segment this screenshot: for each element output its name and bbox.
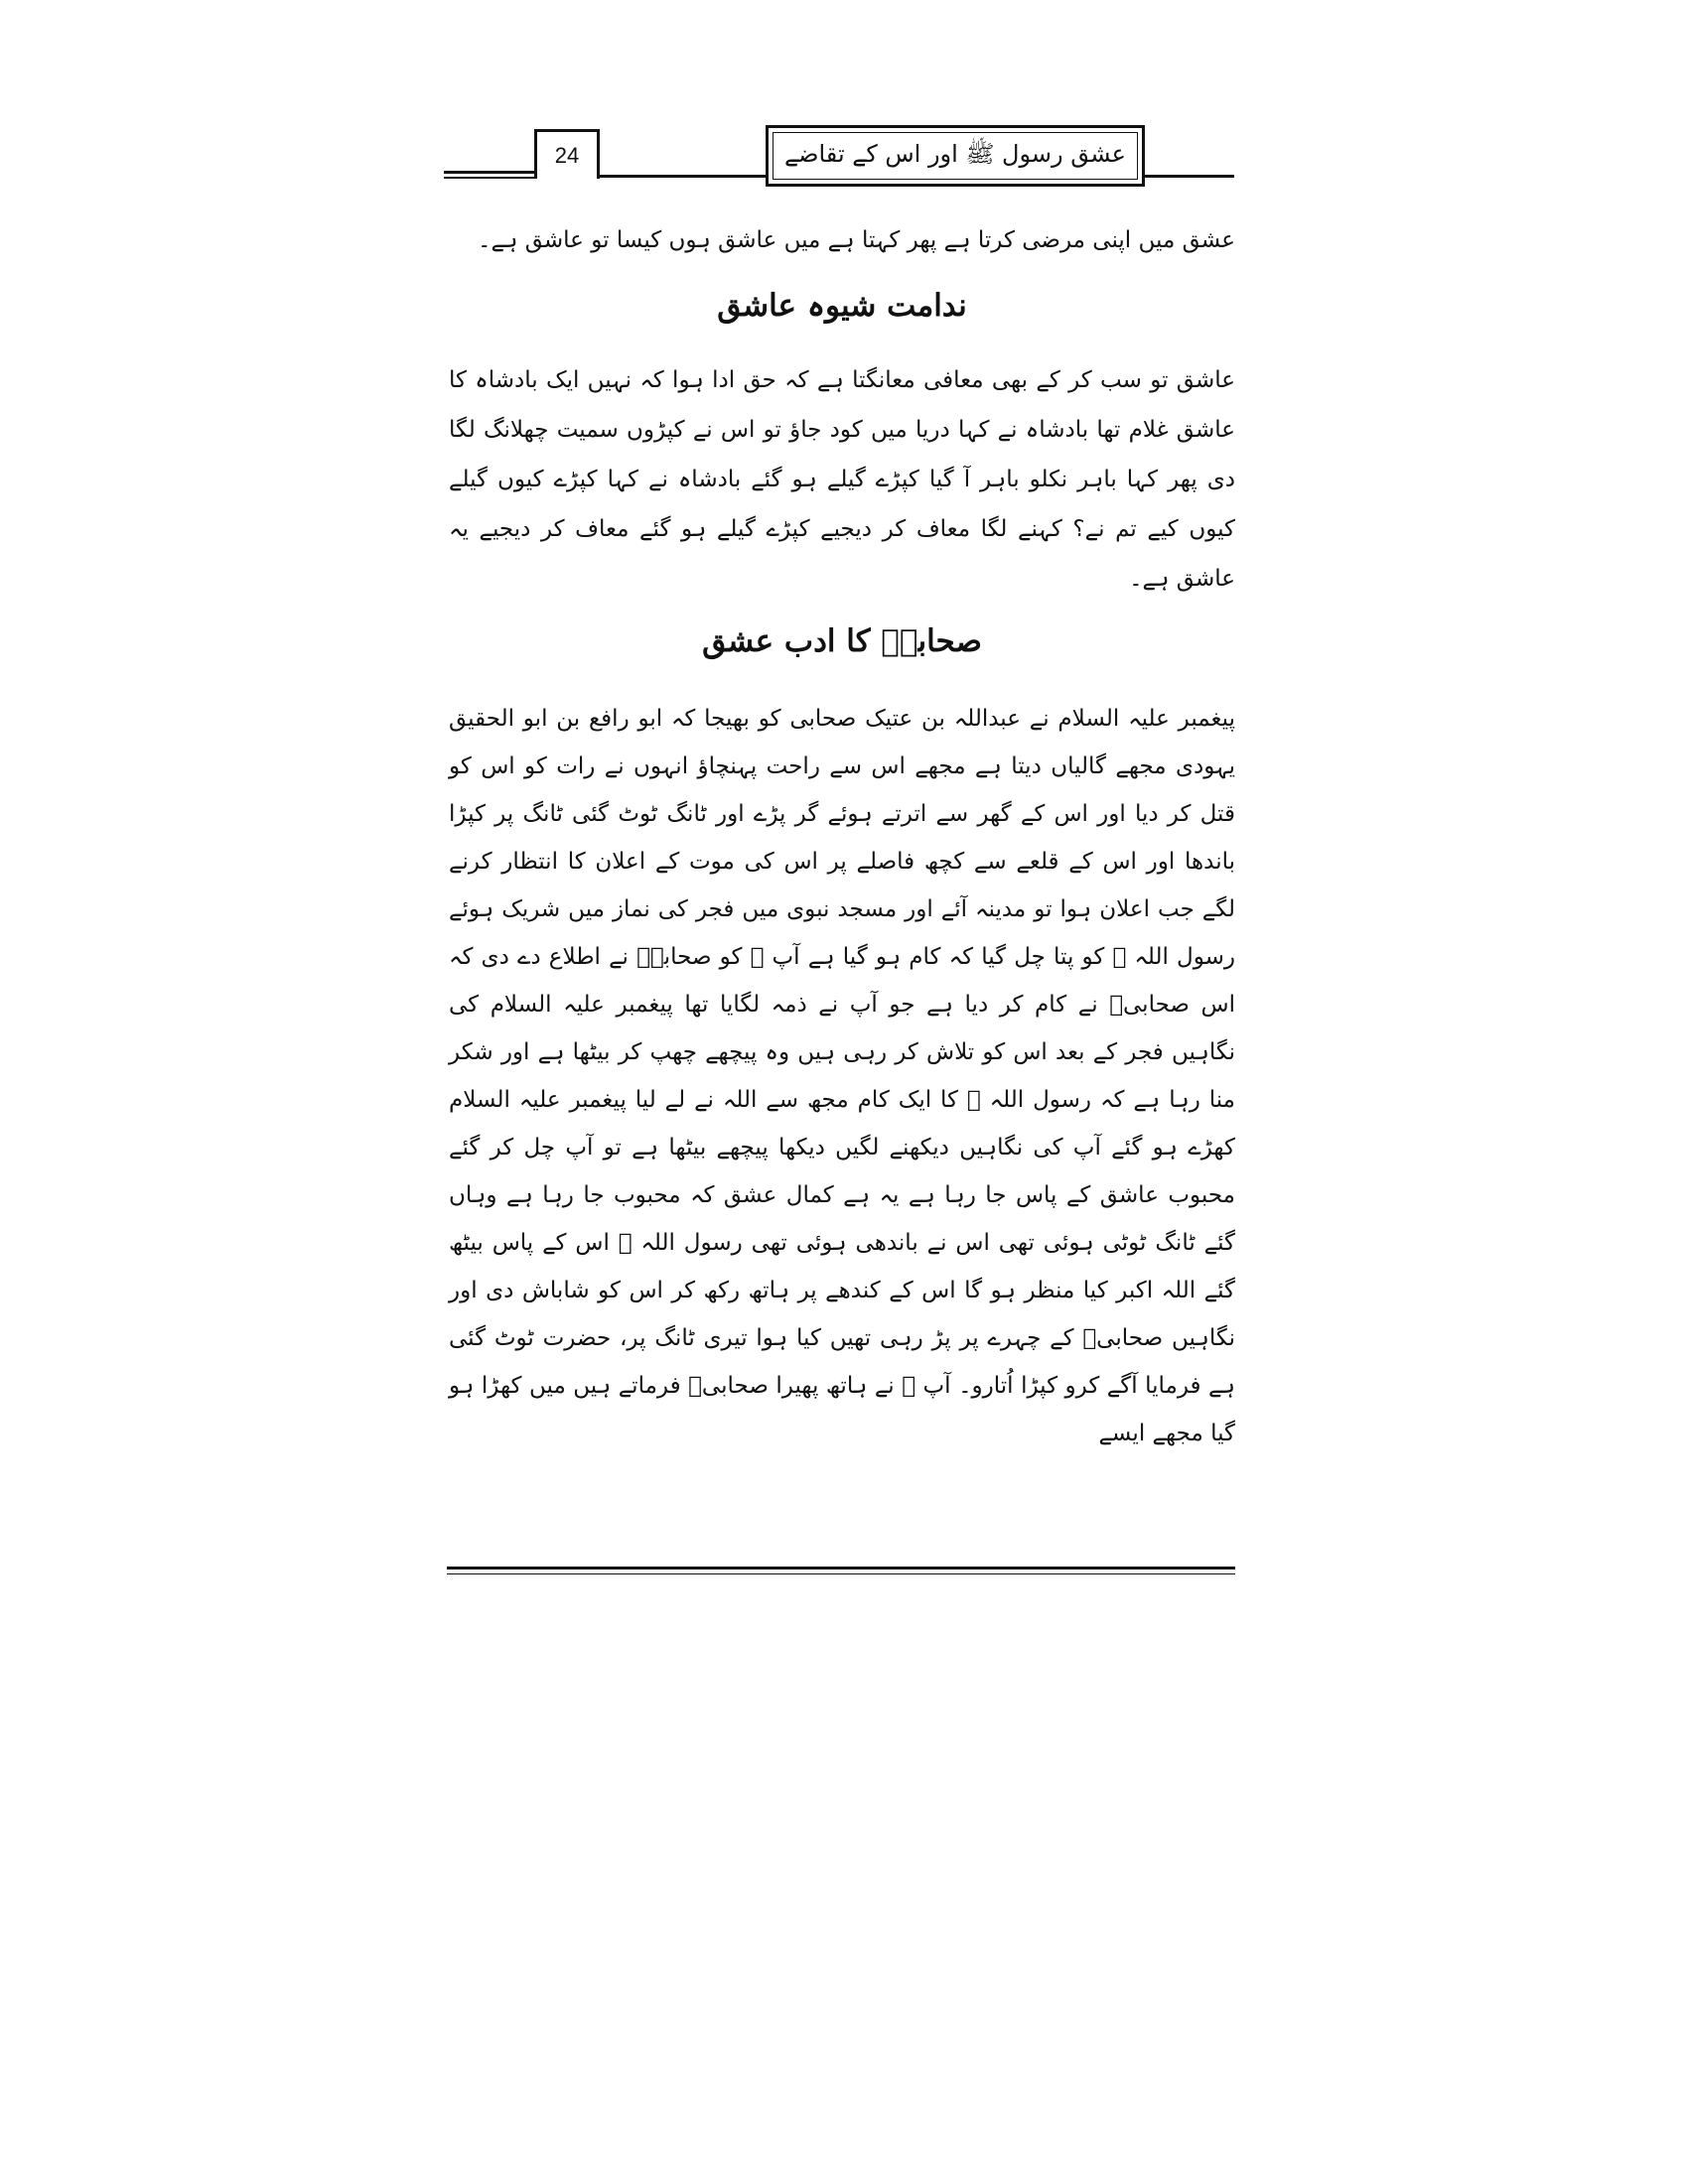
section-heading-1: ندامت شیوہ عاشق [717,288,967,324]
section-heading-2: صحابیؓ کا ادب عشق [702,623,982,659]
paragraph-1: عاشق تو سب کر کے بھی معافی معانگتا ہے کہ حق ادا ہوا کہ نہیں ایک بادشاہ کا عاشق غلام تھا بادشاہ نے کہا دریا میں کود جاؤ تو اس نے کپڑوں سمیت چھلانگ لگا دی پھر کہا باہر نکلو باہر آ گیا کپڑے گیلے ہو گئے بادشاہ نے کہا کپڑے کیوں گیلے کیوں کیے تم نے؟ کہنے لگا معاف کر دیجیے کپڑے گیلے ہو گئے معاف کر دیجیے یہ عاشق ہے۔ [449,367,1235,592]
page-number: 24 [534,129,600,179]
header-rule-left-double [444,177,534,179]
paragraph-2: پیغمبر علیہ السلام نے عبداللہ بن عتیک صحابی کو بھیجا کہ ابو رافع بن ابو الحقیق یہودی مجھے گالیاں دیتا ہے مجھے اس سے راحت پہنچاؤ انہوں نے رات کو اس کو قتل کر دیا اور اس کے گھر سے اترتے ہوئے گر پڑے اور ٹانگ ٹوٹ گئی ٹانگ پر کپڑا باندھا اور اس کے قلعے سے کچھ فاصلے پر اس کی موت کے اعلان کا انتظار کرنے لگے جب اعلان ہوا تو مدینہ آئے اور مسجد نبوی میں فجر کی نماز میں شریک ہوئے رسول اللہ ﷺ کو پتا چل گیا کہ کام ہو گیا ہے آپ ﷺ کو صحابہؓ نے اطلاع دے دی کہ اس صحابیؓ نے کام کر دیا ہے جو آپ نے ذمہ لگایا تھا پیغمبر علیہ السلام کی نگاہیں فجر کے بعد اس کو تلاش کر رہی ہیں وہ پیچھے چھپ کر بیٹھا ہے اور شکر منا رہا ہے کہ رسول اللہ ﷺ کا ایک کام مجھ سے اللہ نے لے لیا پیغمبر علیہ السلام کھڑے ہو گئے آپ کی نگاہیں دیکھنے لگیں دیکھا پیچھے بیٹھا ہے تو آپ چل کر گئے محبوب عاشق کے پاس جا رہا ہے یہ ہے کمال عشق کہ محبوب جا رہا ہے وہاں گئے ٹانگ ٹوٹی ہوئی تھی اس نے باندھی ہوئی تھی رسول اللہ ﷺ اس کے پاس بیٹھ گئے اللہ اکبر کیا منظر ہو گا اس کے کندھے پر ہاتھ رکھ کر اس کو شاباش دی اور نگاہیں صحابیؓ کے چہرے پر پڑ رہی تھیں کیا ہوا تیری ٹانگ پر، حضرت ٹوٹ گئی ہے فرمایا آگے کرو کپڑا اُتارو۔ آپ ﷺ نے ہاتھ پھیرا صحابیؓ فرماتے ہیں میں کھڑا ہو گیا مجھے ایسے [449,706,1235,1446]
header-rule-right [1145,175,1234,178]
running-title-text: عشق رسول ﷺ اور اس کے تقاضے [784,139,1126,168]
header-rule-middle [600,175,766,178]
footer-rule-thick [447,1567,1235,1570]
footer-rule-thin [447,1573,1235,1574]
opening-line: عشق میں اپنی مرضی کرتا ہے پھر کہتا ہے میں عاشق ہوں کیسا تو عاشق ہے۔ [477,227,1235,253]
running-title [766,125,1145,187]
header-rule-left [444,171,534,174]
